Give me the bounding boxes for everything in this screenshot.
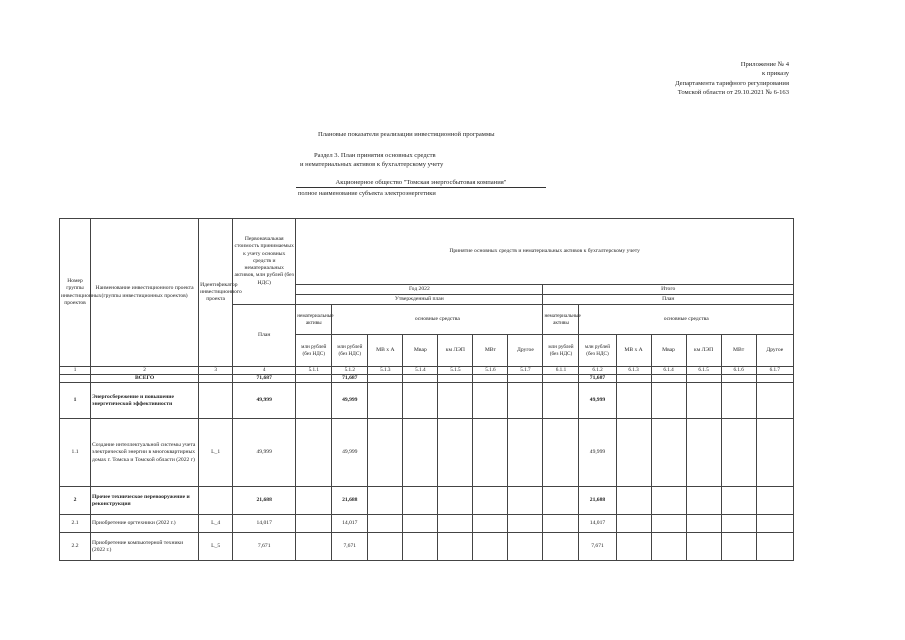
column-number: 1 <box>60 367 91 375</box>
row-value-6-1-2: 14,017 <box>579 515 616 533</box>
row-cell <box>508 419 543 487</box>
row-project-id <box>199 383 233 419</box>
row-cell <box>296 515 332 533</box>
row-value-6-1-2: 21,688 <box>579 487 616 515</box>
table-row <box>60 533 794 561</box>
row-project-id <box>199 487 233 515</box>
row-number: 2.1 <box>60 515 91 533</box>
appendix-reference <box>675 60 789 98</box>
row-cell <box>473 419 508 487</box>
column-number: 6.1.5 <box>686 367 721 375</box>
row-cell <box>686 487 721 515</box>
row-value-6-1-2: 71,687 <box>579 375 616 383</box>
row-cell <box>686 533 721 561</box>
column-number: 5.1.4 <box>403 367 438 375</box>
row-cell <box>368 375 403 383</box>
row-value-5-1-2: 14,017 <box>332 515 368 533</box>
row-value-5-1-2: 49,999 <box>332 419 368 487</box>
row-cell <box>403 419 438 487</box>
row-cell <box>508 487 543 515</box>
appendix-line-3: Департамента тарифного регулирования <box>675 79 789 87</box>
header-unit-km-total: км ЛЭП <box>686 335 721 367</box>
row-cell <box>473 515 508 533</box>
header-unit-mvar-total: Мвар <box>651 335 686 367</box>
row-cell <box>616 515 651 533</box>
column-number: 5.1.7 <box>508 367 543 375</box>
row-cell <box>473 375 508 383</box>
header-approved-plan: Утвержденный план <box>296 295 543 305</box>
column-number: 6.1.1 <box>543 367 579 375</box>
row-cell <box>543 375 579 383</box>
row-cell <box>508 515 543 533</box>
column-number: 6.1.3 <box>616 367 651 375</box>
row-cost: 14,017 <box>233 515 296 533</box>
row-cell <box>756 383 793 419</box>
row-cell <box>296 419 332 487</box>
row-cost: 71,687 <box>233 375 296 383</box>
row-cell <box>686 515 721 533</box>
row-cost: 49,999 <box>233 383 296 419</box>
row-cell <box>543 533 579 561</box>
column-number: 5.1.1 <box>296 367 332 375</box>
header-plan-cost: План <box>233 305 296 367</box>
row-project-id: L_4 <box>199 515 233 533</box>
appendix-line-1: Приложение № 4 <box>740 61 789 68</box>
column-number: 5.1.2 <box>332 367 368 375</box>
row-cell <box>508 383 543 419</box>
row-value-6-1-2: 49,999 <box>579 419 616 487</box>
header-rub-fixed-year: млн рублей (без НДС) <box>332 335 368 367</box>
appendix-line-2: к приказу <box>762 70 789 78</box>
appendix-line-4: Томской области от 29.10.2021 № 6-163 <box>677 89 789 97</box>
header-project-name: Наименование инвестиционного проекта (группы инвестиционных проектов) <box>91 219 199 367</box>
row-cell <box>508 533 543 561</box>
row-cell <box>403 487 438 515</box>
header-unit-mw-total: МВт <box>721 335 756 367</box>
row-cost: 49,999 <box>233 419 296 487</box>
row-cell <box>543 487 579 515</box>
row-value-6-1-2: 7,671 <box>579 533 616 561</box>
row-cell <box>473 533 508 561</box>
row-cell <box>756 419 793 487</box>
header-acceptance: Принятие основных средств и нематериальных активов к бухгалтерскому учету <box>296 219 794 285</box>
row-cell <box>368 515 403 533</box>
row-project-id: L_1 <box>199 419 233 487</box>
row-cell <box>651 515 686 533</box>
organization-name: Акционерное общество "Томская энергосбытовая компания" <box>296 179 546 188</box>
row-number <box>60 375 91 383</box>
table-row <box>60 383 794 419</box>
row-cell <box>473 383 508 419</box>
row-value-5-1-2: 49,999 <box>332 383 368 419</box>
row-project-id <box>199 375 233 383</box>
row-cell <box>756 515 793 533</box>
row-cell <box>438 375 473 383</box>
row-cell <box>296 533 332 561</box>
row-project-name: Прочее техническое перевооружение и реконструкция <box>91 487 199 515</box>
row-cell <box>403 533 438 561</box>
row-cell <box>651 487 686 515</box>
row-cell <box>368 487 403 515</box>
section-heading <box>300 151 443 169</box>
table-row <box>60 487 794 515</box>
row-cell <box>438 487 473 515</box>
header-unit-mw-year: МВт <box>473 335 508 367</box>
table-row <box>60 375 794 383</box>
row-cell <box>651 533 686 561</box>
document-title: Плановые показатели реализации инвестиционной программы <box>318 131 495 138</box>
row-cell <box>368 419 403 487</box>
column-number: 5.1.3 <box>368 367 403 375</box>
row-cell <box>721 419 756 487</box>
header-total: Итого <box>543 285 794 295</box>
acceptance-plan-table <box>59 218 794 561</box>
row-cell <box>296 487 332 515</box>
column-number: 6.1.7 <box>756 367 793 375</box>
row-project-id: L_5 <box>199 533 233 561</box>
row-value-5-1-2: 71,687 <box>332 375 368 383</box>
header-unit-mva-total: МВ x А <box>616 335 651 367</box>
header-rub-intangible-year: млн рублей (без НДС) <box>296 335 332 367</box>
row-cell <box>296 383 332 419</box>
row-cell <box>403 515 438 533</box>
row-cell <box>403 375 438 383</box>
row-cell <box>616 487 651 515</box>
row-cell <box>368 383 403 419</box>
section-heading-line-1: Раздел 3. План принятия основных средств <box>314 152 436 159</box>
table-row <box>60 515 794 533</box>
row-cell <box>296 375 332 383</box>
table-row <box>60 419 794 487</box>
header-fixed-assets-total: основные средства <box>579 305 794 335</box>
header-rub-fixed-total: млн рублей (без НДС) <box>579 335 616 367</box>
row-value-5-1-2: 21,688 <box>332 487 368 515</box>
row-number: 1 <box>60 383 91 419</box>
header-intangible-total: нематериальные активы <box>543 305 579 335</box>
row-cell <box>651 419 686 487</box>
row-cell <box>756 533 793 561</box>
row-cell <box>543 383 579 419</box>
row-cell <box>616 383 651 419</box>
column-number: 3 <box>199 367 233 375</box>
row-cell <box>721 515 756 533</box>
header-unit-mva-year: МВ x А <box>368 335 403 367</box>
row-project-name: Приобретение компьютерной техники (2022 г.) <box>91 533 199 561</box>
column-number: 6.1.2 <box>579 367 616 375</box>
column-number: 5.1.5 <box>438 367 473 375</box>
row-cost: 21,688 <box>233 487 296 515</box>
header-rub-intangible-total: млн рублей (без НДС) <box>543 335 579 367</box>
row-cell <box>438 419 473 487</box>
row-project-name: Энергосбережение и повышение энергетической эффективности <box>91 383 199 419</box>
row-cell <box>616 375 651 383</box>
header-plan: План <box>543 295 794 305</box>
row-cell <box>403 383 438 419</box>
header-intangible-year: нематериальные активы <box>296 305 332 335</box>
row-cell <box>438 383 473 419</box>
row-cell <box>756 487 793 515</box>
row-number: 2 <box>60 487 91 515</box>
header-unit-other-total: Другое <box>756 335 793 367</box>
row-number: 2.2 <box>60 533 91 561</box>
row-cell <box>756 375 793 383</box>
row-cell <box>368 533 403 561</box>
row-cell <box>651 383 686 419</box>
row-cell <box>473 487 508 515</box>
row-cell <box>616 533 651 561</box>
row-cell <box>686 375 721 383</box>
row-project-name: Приобретение оргтехники (2022 г.) <box>91 515 199 533</box>
header-initial-cost: Первоначальная стоимость принимаемых к учету основных средств и нематериальных активов, млн рублей (без НДС) <box>233 219 296 305</box>
header-fixed-assets-year: основные средства <box>332 305 543 335</box>
header-unit-km-year: км ЛЭП <box>438 335 473 367</box>
row-cell <box>651 375 686 383</box>
row-cell <box>686 383 721 419</box>
column-number: 6.1.4 <box>651 367 686 375</box>
row-cell <box>616 419 651 487</box>
row-cell <box>543 515 579 533</box>
section-heading-line-2: и нематериальных активов к бухгалтерскому учету <box>300 161 444 169</box>
row-cell <box>543 419 579 487</box>
row-cell <box>721 487 756 515</box>
row-project-name: ВСЕГО <box>91 375 199 383</box>
row-number: 1.1 <box>60 419 91 487</box>
row-project-name: Создание интеллектуальной системы учета электрической энергии в многоквартирных домах г. Томска и Томской области (2022 г) <box>91 419 199 487</box>
row-cell <box>508 375 543 383</box>
header-group-number: Номер группы инвестиционных проектов <box>60 219 91 367</box>
row-cell <box>721 383 756 419</box>
row-cost: 7,671 <box>233 533 296 561</box>
organization-caption: полное наименование субъекта электроэнергетики <box>298 190 436 197</box>
row-value-5-1-2: 7,671 <box>332 533 368 561</box>
column-number: 6.1.6 <box>721 367 756 375</box>
column-number: 2 <box>91 367 199 375</box>
header-project-id: Идентификатор инвестиционного проекта <box>199 219 233 367</box>
header-year-2022: Год 2022 <box>296 285 543 295</box>
row-cell <box>438 515 473 533</box>
row-cell <box>686 419 721 487</box>
row-value-6-1-2: 49,999 <box>579 383 616 419</box>
column-number: 4 <box>233 367 296 375</box>
row-cell <box>438 533 473 561</box>
row-cell <box>721 375 756 383</box>
column-number: 5.1.6 <box>473 367 508 375</box>
row-cell <box>721 533 756 561</box>
header-unit-other-year: Другое <box>508 335 543 367</box>
header-unit-mvar-year: Мвар <box>403 335 438 367</box>
